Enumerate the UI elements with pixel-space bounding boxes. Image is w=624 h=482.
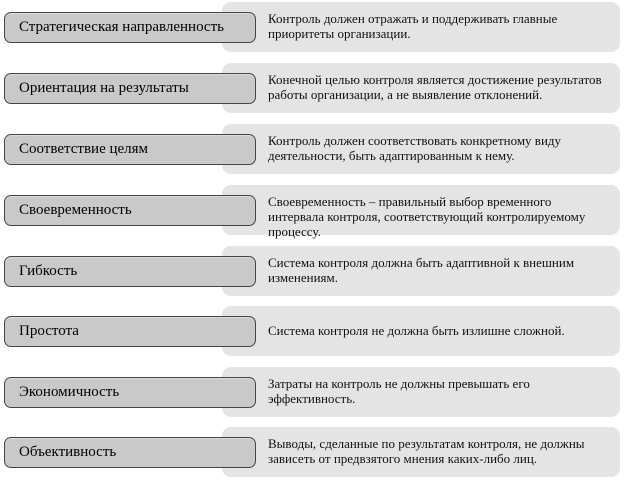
principle-label: Ориентация на результаты	[4, 73, 256, 104]
principle-description: Конечной целью контроля является достижение результатов работы организации, а не выявление отклонений.	[222, 63, 620, 113]
principle-label: Соответствие целям	[4, 134, 256, 165]
principle-row	[0, 61, 624, 115]
principle-description: Система контроля должна быть адаптивной к внешним изменениям.	[222, 246, 620, 296]
principle-row	[0, 244, 624, 298]
principle-description: Система контроля не должна быть излишне сложной.	[222, 306, 620, 356]
principle-description: Контроль должен отражать и поддерживать главные приоритеты организации.	[222, 2, 620, 52]
principle-description: Выводы, сделанные по результатам контроля, не должны зависеть от предвзятого мнения каких-либо лиц.	[222, 427, 620, 477]
principle-label: Стратегическая направленность	[4, 12, 256, 43]
principle-label: Объективность	[4, 437, 256, 468]
principle-label: Экономичность	[4, 377, 256, 408]
principle-description: Затраты на контроль не должны превышать его эффективность.	[222, 367, 620, 417]
principle-row	[0, 183, 624, 237]
principle-label: Гибкость	[4, 256, 256, 287]
principle-row	[0, 0, 624, 54]
principle-label: Своевременность	[4, 195, 256, 226]
principle-row	[0, 425, 624, 479]
principle-row	[0, 122, 624, 176]
principle-description: Контроль должен соответствовать конкретному виду деятельности, быть адаптированным к нему.	[222, 124, 620, 174]
principle-description: Своевременность – правильный выбор временного интервала контроля, соответствующий контролируемому процессу.	[222, 185, 620, 235]
principle-row	[0, 304, 624, 358]
principle-label: Простота	[4, 316, 256, 347]
principle-row	[0, 365, 624, 419]
